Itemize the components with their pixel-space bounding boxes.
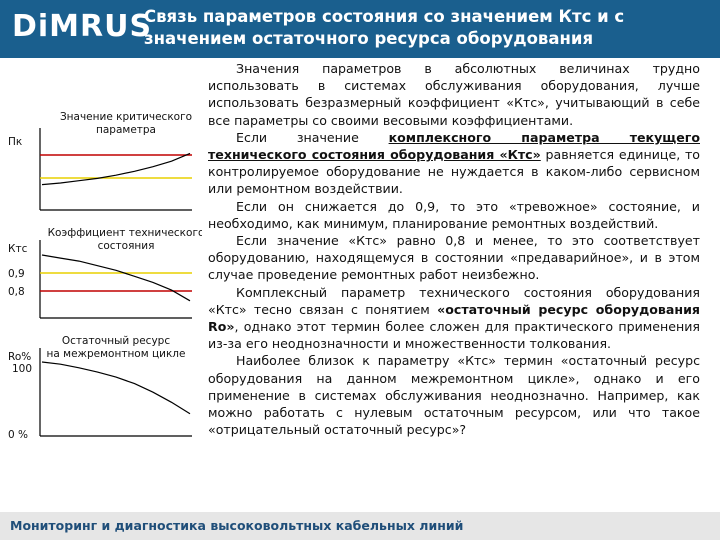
p2-pre: Если значение: [236, 129, 389, 145]
chart3-ylabel: Ro%: [8, 351, 32, 363]
footer-caption: Мониторинг и диагностика высоковольтных кабельных линий: [10, 518, 464, 533]
chart2-tick-08: 0,8: [8, 286, 25, 298]
chart1-title-line2: параметра: [96, 124, 156, 136]
p5-pre: Комплексный параметр технического состояния оборудования «Ктс» тесно связан с понятием: [208, 284, 700, 317]
chart2-ylabel: Ктс: [8, 243, 28, 255]
company-logo: DiMRUS: [12, 9, 153, 44]
chart3-title-line2: на межремонтном цикле: [46, 348, 186, 360]
p2-bold: комплексного параметра текущего технического состояния оборудования «Ктс»: [208, 129, 700, 163]
diagram-panel: [6, 100, 202, 452]
chart2-series-line: [42, 255, 190, 301]
chart2-tick-09: 0,9: [8, 268, 25, 280]
paragraph-5: [208, 284, 700, 353]
slide-title: Связь параметров состояния со значением Ктс и с значением остаточного ресурса оборудования: [144, 7, 625, 48]
chart2-title-line2: состояния: [97, 240, 155, 252]
chart3-tick-0: 0 %: [8, 429, 28, 441]
chart3-tick-100: 100: [12, 363, 33, 375]
body-text: [208, 60, 700, 438]
diagram-svg: [6, 100, 202, 452]
p2-post: равняется единице, то контролируемое оборудование не нуждается в каком-либо сервисном или ремонтном воздействии.: [208, 147, 700, 197]
p5-post: , однако этот термин более сложен для практического применения из-за его неоднозначности и множественности толкования.: [208, 319, 700, 352]
chart1-series-line: [42, 153, 190, 184]
paragraph-3: Если он снижается до 0,9, то это «тревожное» состояние, и необходимо, как минимум, планирование ремонтных воздействий.: [208, 198, 700, 231]
header-bar: [0, 0, 720, 58]
chart3-title-line1: Остаточный ресурс: [61, 335, 171, 347]
footer-bar: [0, 512, 720, 540]
chart1-ylabel: Пк: [8, 136, 23, 148]
chart1-title-line1: Значение критического: [59, 111, 193, 123]
paragraph-6: Наиболее близок к параметру «Ктс» термин «остаточный ресурс оборудования на данном межремонтном цикле», однако и его применение в системах обслуживания неоднозначно. Например, как можно работать с нулевым остаточным ресурсом, или что такое «отрицательный остаточный ресурс»?: [208, 353, 700, 438]
paragraph-4: Если значение «Ктс» равно 0,8 и менее, то это соответствует оборудованию, находящемуся в состоянии «предаварийное», и в этом случае проведение ремонтных работ неизбежно.: [208, 233, 700, 283]
paragraph-1: Значения параметров в абсолютных величинах трудно использовать в системах обслуживания оборудования, лучше использовать безразмерный коэффициент «Ктс», учитывающий в себе все параметры со своими весовыми коэффициентами.: [208, 61, 700, 128]
paragraph-2: [208, 129, 700, 198]
chart2-title-line1: Коэффициент технического: [47, 227, 202, 239]
chart3-series-line: [42, 362, 190, 414]
p5-bold: «остаточный ресурс оборудования Ro»: [208, 301, 701, 335]
